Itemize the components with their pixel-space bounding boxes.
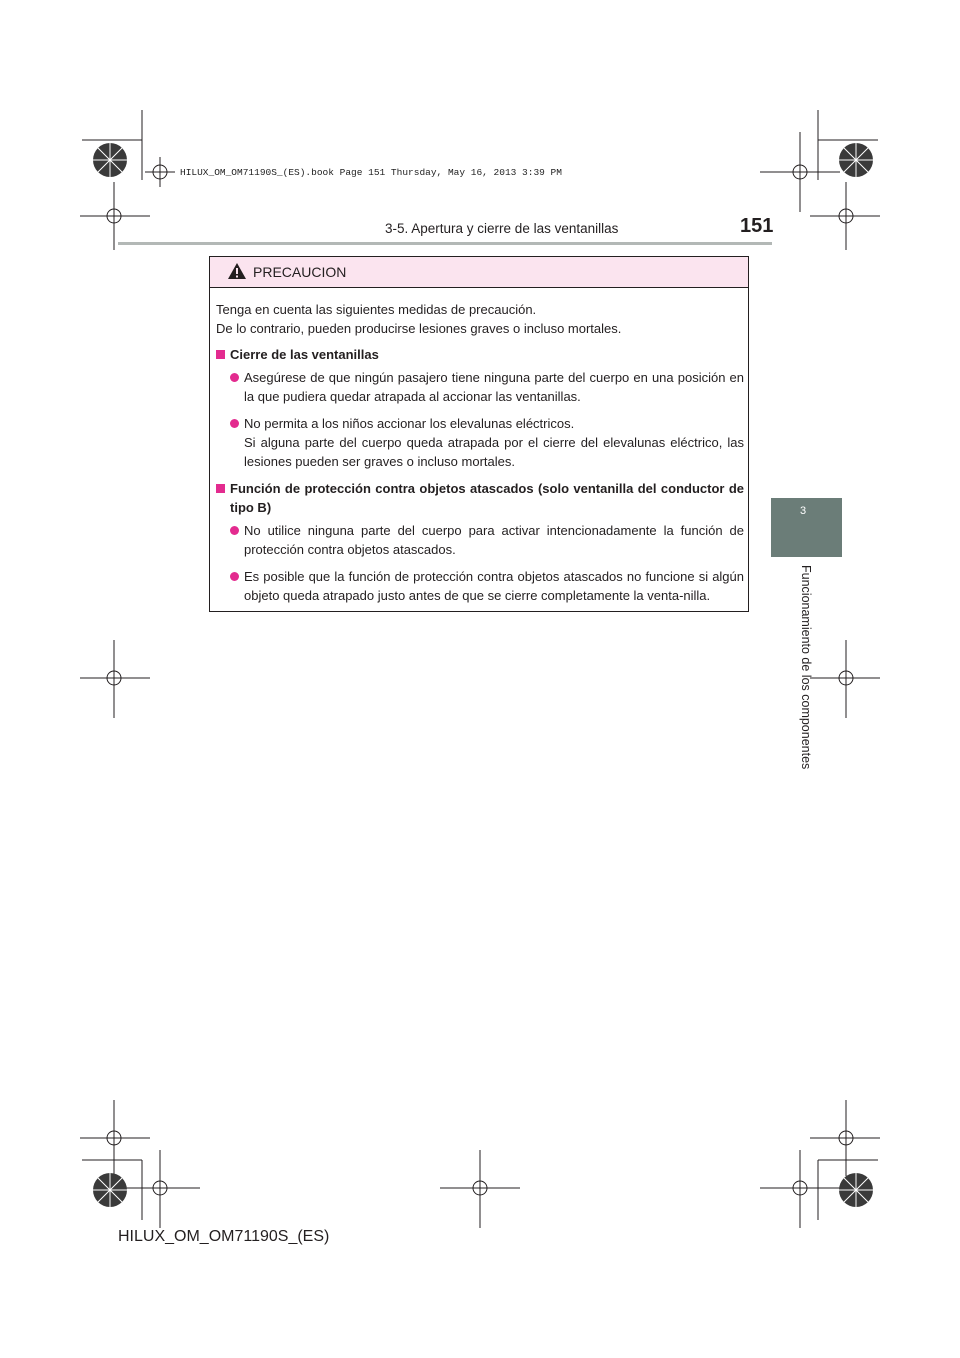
caution-title: PRECAUCION (253, 264, 347, 280)
list-item-line: No permita a los niños accionar los elevalunas eléctricos. (244, 416, 575, 431)
list-item-text (244, 414, 744, 471)
page-number: 151 (740, 215, 774, 237)
circle-bullet-icon (230, 368, 244, 406)
circle-bullet-icon (230, 414, 244, 471)
square-bullet-icon (216, 345, 230, 364)
chapter-title-vertical: Funcionamiento de los componentes (799, 565, 813, 770)
list-item-line: Si alguna parte del cuerpo queda atrapada por el cierre del elevalunas eléctrico, las lesiones pueden ser graves o incluso mortales. (244, 435, 744, 469)
header-rule (118, 242, 772, 245)
section-heading-text: Función de protección contra objetos atascados (solo ventanilla del conductor de tipo B) (230, 481, 744, 515)
caution-content (216, 300, 744, 613)
footer-doc-code: HILUX_OM_OM71190S_(ES) (118, 1228, 330, 1245)
intro-line-1: Tenga en cuenta las siguientes medidas de precaución. (216, 302, 537, 317)
circle-bullet-icon (230, 521, 244, 559)
list-item-text: No utilice ninguna parte del cuerpo para activar intencionadamente la función de protección contra objetos atascados. (244, 523, 744, 557)
book-stamp: HILUX_OM_OM71190S_(ES).book Page 151 Thursday, May 16, 2013 3:39 PM (180, 167, 562, 178)
section-title: 3-5. Apertura y cierre de las ventanillas (385, 221, 619, 236)
square-bullet-icon (216, 479, 230, 517)
list-item (230, 368, 744, 406)
chapter-tab (771, 498, 842, 557)
list-item (230, 567, 744, 605)
section-heading-text: Cierre de las ventanillas (230, 347, 379, 362)
chapter-number: 3 (800, 505, 807, 517)
list-item (230, 521, 744, 559)
list-item-text: Asegúrese de que ningún pasajero tiene ninguna parte del cuerpo en una posición en la que pudiera quedar atrapada al accionar las ventanillas. (244, 370, 744, 404)
caution-header (210, 257, 748, 288)
section-heading (216, 479, 744, 517)
section-heading (216, 345, 744, 364)
caution-box (209, 256, 749, 612)
warning-triangle-icon (228, 263, 246, 279)
circle-bullet-icon (230, 567, 244, 605)
list-item-text: Es posible que la función de protección contra objetos atascados no funcione si algún objeto queda atrapado justo antes de que se cierre completamente la venta-nilla. (244, 569, 744, 603)
list-item (230, 414, 744, 471)
intro-line-2: De lo contrario, pueden producirse lesiones graves o incluso mortales. (216, 321, 622, 336)
